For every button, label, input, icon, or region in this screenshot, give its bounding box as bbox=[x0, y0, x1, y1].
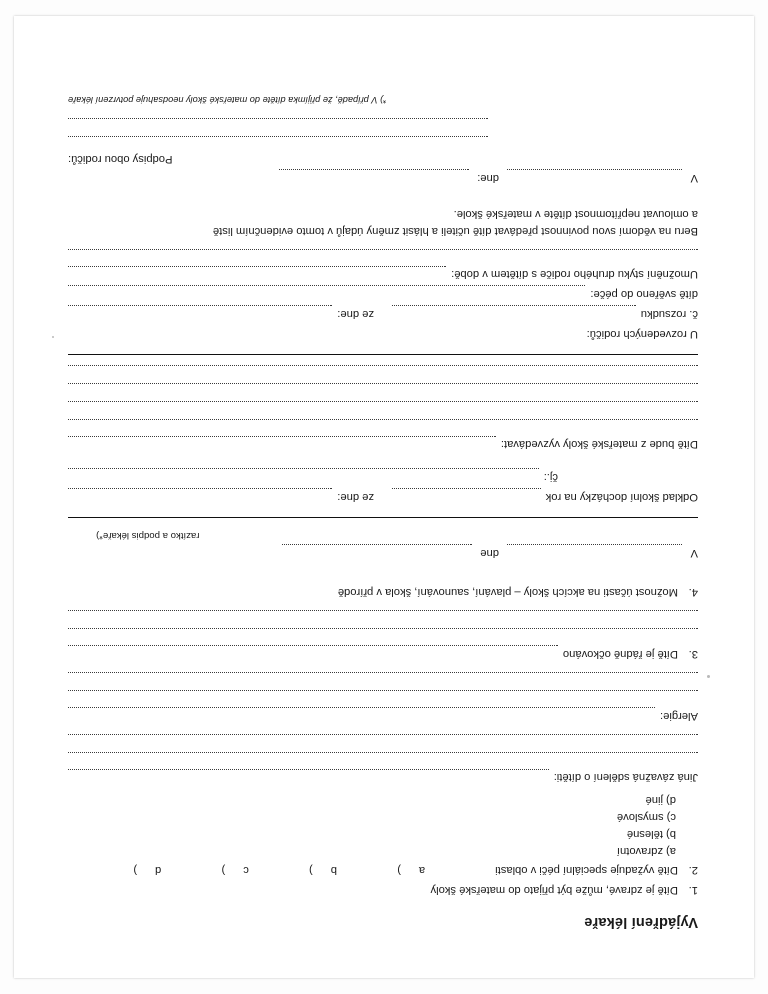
item-3-number: 3. bbox=[688, 647, 698, 660]
form-item-2 bbox=[68, 862, 698, 879]
deferral-date-field bbox=[68, 488, 374, 505]
custody-label: dítě svěřeno do péče: bbox=[590, 288, 698, 301]
field-other-notes-line[interactable] bbox=[68, 769, 549, 781]
field-other-notes-label: Jiná závažná sdělení o dítěti: bbox=[553, 771, 698, 784]
item-3-text: Dítě je řádně očkováno bbox=[562, 647, 678, 660]
contact-row bbox=[68, 266, 698, 283]
doctor-date-label: dne bbox=[480, 547, 499, 560]
parents-place-label: V bbox=[690, 171, 698, 184]
pickup-line-2[interactable] bbox=[68, 419, 698, 433]
deferral-date-label: ze dne: bbox=[337, 491, 374, 504]
deferral-ref-row bbox=[68, 469, 698, 486]
item-3-line-2[interactable] bbox=[68, 628, 698, 642]
divorced-decision-line[interactable] bbox=[392, 305, 636, 317]
doctor-signature-caption: razítko a podpis lékaře*) bbox=[96, 530, 200, 542]
contact-line-2[interactable] bbox=[68, 249, 698, 263]
divorced-decision-row bbox=[68, 305, 698, 322]
pickup-row bbox=[68, 436, 698, 453]
pickup-line-1[interactable] bbox=[68, 436, 496, 448]
contact-line[interactable] bbox=[68, 266, 446, 278]
scan-speck bbox=[52, 336, 54, 338]
deferral-date-line[interactable] bbox=[68, 488, 332, 500]
contact-label: Umožnění styku druhého rodiče s dítětem v době: bbox=[451, 268, 698, 281]
divorced-decision-label: č. rozsudku bbox=[640, 307, 698, 320]
deferral-ref-line[interactable] bbox=[68, 469, 539, 481]
item-3-line-3[interactable] bbox=[68, 610, 698, 624]
suboption-a: a) zdravotní bbox=[616, 844, 676, 857]
suboption-c: c) smyslové bbox=[616, 811, 676, 824]
item-2-text: Dítě vyžaduje speciální péči v oblasti bbox=[495, 864, 678, 877]
field-other-notes-line-2[interactable] bbox=[68, 752, 698, 766]
deferral-year-line[interactable] bbox=[392, 488, 541, 500]
form-body bbox=[68, 93, 698, 932]
divorced-decision-date-field bbox=[68, 305, 374, 322]
field-allergies bbox=[68, 707, 698, 724]
doctor-date-line[interactable] bbox=[282, 544, 472, 557]
parents-signature-caption: Podpisy obou rodičů: bbox=[68, 153, 173, 166]
pickup-line-5[interactable] bbox=[68, 365, 698, 379]
field-other-notes-line-3[interactable] bbox=[68, 734, 698, 748]
scan-speck bbox=[707, 675, 710, 678]
deferral-row bbox=[68, 488, 698, 505]
item-3-line[interactable] bbox=[68, 645, 558, 657]
field-allergies-line[interactable] bbox=[68, 707, 655, 719]
divorced-heading-row bbox=[68, 325, 698, 342]
deferral-label: Odklad školní docházky na rok bbox=[545, 491, 698, 504]
field-allergies-line-3[interactable] bbox=[68, 672, 698, 686]
pickup-line-4[interactable] bbox=[68, 383, 698, 397]
parents-place-line[interactable] bbox=[507, 169, 682, 182]
suboption-d: d) jiné bbox=[645, 794, 676, 807]
divorced-heading: U rozvedených rodičů: bbox=[586, 327, 698, 340]
section-divider-2 bbox=[68, 354, 698, 355]
divorced-decision-date-line[interactable] bbox=[68, 305, 332, 317]
item-4-text: Možnost účasti na akcích školy – plavání, saunování, škola v přírodě bbox=[337, 586, 678, 599]
pickup-line-3[interactable] bbox=[68, 401, 698, 415]
field-other-notes bbox=[68, 769, 698, 786]
deferral-ref-label: čj.: bbox=[543, 471, 558, 484]
parents-date-line[interactable] bbox=[279, 169, 469, 182]
doctor-signature-row bbox=[68, 544, 698, 561]
item-2-suboptions bbox=[68, 791, 676, 858]
suboption-b: b) tělesné bbox=[626, 827, 676, 840]
page-title: Vyjádření lékaře bbox=[584, 914, 698, 930]
parents-signature-line-2[interactable] bbox=[68, 118, 488, 132]
item-2-options[interactable]: a) b) c) d) bbox=[115, 864, 426, 877]
declaration-line-1: Beru na vědomí svou povinnost předávat dítě učiteli a hlásit změny údajů v tomto evidenčním listě bbox=[212, 224, 698, 237]
parents-date-label: dne: bbox=[477, 171, 499, 184]
section-divider-1 bbox=[68, 517, 698, 518]
divorced-decision-date-label: ze dne: bbox=[337, 307, 374, 320]
deferral-year-field bbox=[392, 488, 698, 505]
item-1-number: 1. bbox=[688, 884, 698, 897]
parents-signature-row bbox=[68, 169, 698, 186]
parents-signature-line-1[interactable] bbox=[68, 136, 488, 150]
declaration-line-2: a omlouvat nepřítomnost dítěte v mateřské škole. bbox=[453, 207, 698, 220]
doctor-place-line[interactable] bbox=[507, 544, 682, 557]
paper-sheet bbox=[14, 16, 754, 978]
pickup-label: Dítě bude z mateřské školy vyzvedávat: bbox=[500, 438, 698, 451]
form-item-3 bbox=[68, 645, 698, 662]
field-allergies-line-2[interactable] bbox=[68, 690, 698, 704]
form-item-4 bbox=[68, 583, 698, 600]
form-item-1 bbox=[68, 881, 698, 898]
footnote: *) V případě, že přijímka dítěte do mateřské školy neodsahuje potvrzení lékaře bbox=[68, 95, 387, 106]
item-2-number: 2. bbox=[688, 864, 698, 877]
doctor-place-label: V bbox=[690, 547, 698, 560]
item-4-number: 4. bbox=[688, 586, 698, 599]
item-1-text: Dítě je zdravé, může být přijato do mateřské školy bbox=[430, 884, 678, 897]
custody-line[interactable] bbox=[68, 285, 585, 297]
divorced-decision-field bbox=[392, 305, 698, 322]
field-allergies-label: Alergie: bbox=[660, 709, 698, 722]
custody-row bbox=[68, 285, 698, 302]
